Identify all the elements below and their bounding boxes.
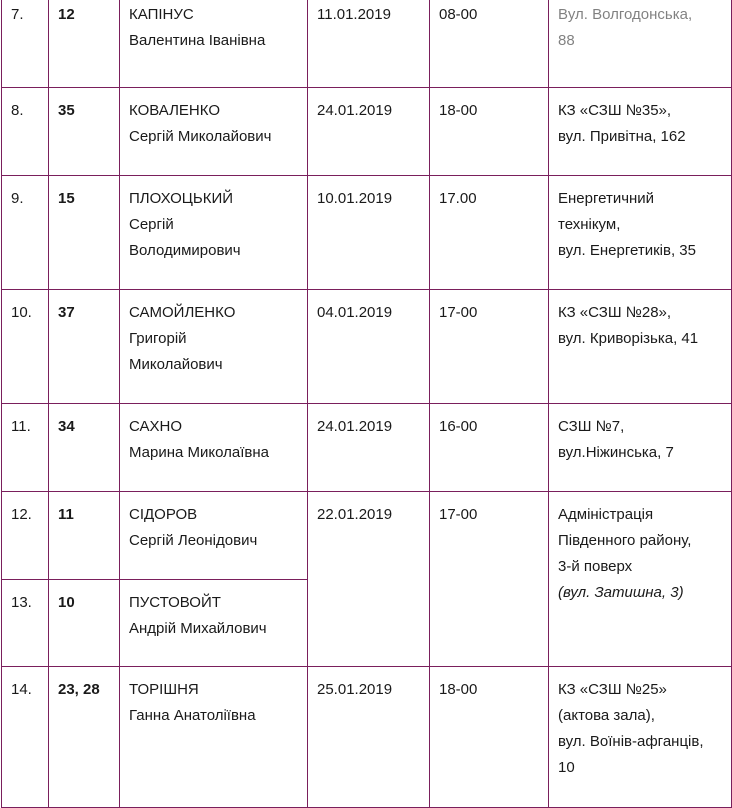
district-number: 23, 28 <box>58 680 100 698</box>
row-number-cell <box>2 175 49 289</box>
place-line: Енергетичний <box>558 189 655 207</box>
place-cell <box>549 491 732 666</box>
district-number: 10 <box>58 593 75 611</box>
row-number: 14. <box>11 680 32 698</box>
row-number: 8. <box>11 101 24 119</box>
row-number-cell <box>2 666 49 807</box>
district-cell <box>49 175 120 289</box>
table-row <box>2 403 732 491</box>
place-line: вул. Воїнів-афганців, <box>558 732 704 750</box>
reception-date: 11.01.2019 <box>317 6 391 23</box>
row-number: 9. <box>11 189 24 207</box>
district-number: 37 <box>58 303 75 321</box>
deputy-surname: КОВАЛЕНКО <box>129 101 220 119</box>
date-cell <box>308 491 430 666</box>
place-cell <box>549 175 732 289</box>
reception-schedule-table <box>1 0 732 808</box>
reception-time: 17-00 <box>439 505 478 523</box>
row-number-cell <box>2 491 49 579</box>
reception-time: 17.00 <box>439 189 477 207</box>
reception-time: 18-00 <box>439 680 478 698</box>
date-cell <box>308 666 430 807</box>
deputy-given-name: Сергій Миколайович <box>129 127 272 145</box>
place-line: вул. Енергетиків, 35 <box>558 241 696 259</box>
place-line: КЗ «СЗШ №25» <box>558 680 667 698</box>
deputy-given-name: Григорій <box>129 329 187 347</box>
table-row <box>2 289 732 403</box>
deputy-name-cell <box>120 666 308 807</box>
date-cell <box>308 403 430 491</box>
district-cell <box>49 491 120 579</box>
row-number-cell <box>2 579 49 666</box>
district-number: 35 <box>58 101 75 119</box>
date-cell <box>308 175 430 289</box>
deputy-name-cell <box>120 175 308 289</box>
place-cell <box>549 289 732 403</box>
district-cell <box>49 403 120 491</box>
place-line: Вул. Волгодонська, <box>558 6 693 23</box>
date-cell <box>308 289 430 403</box>
district-cell <box>49 579 120 666</box>
place-line: вул. Криворізька, 41 <box>558 329 699 347</box>
table-row <box>2 0 732 87</box>
date-cell <box>308 0 430 87</box>
row-number: 13. <box>11 593 32 611</box>
place-line: (актова зала), <box>558 706 655 724</box>
time-cell <box>430 491 549 666</box>
row-number: 7. <box>11 6 24 23</box>
place-note: (вул. Затишна, 3) <box>558 583 684 601</box>
time-cell <box>430 666 549 807</box>
time-cell <box>430 289 549 403</box>
place-line: 88 <box>558 32 575 49</box>
deputy-patronymic: Миколайович <box>129 355 223 373</box>
reception-time: 08-00 <box>439 6 478 23</box>
place-line: вул.Ніжинська, 7 <box>558 443 674 461</box>
deputy-name-cell <box>120 289 308 403</box>
place-cell <box>549 0 732 87</box>
deputy-name-cell <box>120 87 308 175</box>
place-cell <box>549 666 732 807</box>
row-number-cell <box>2 0 49 87</box>
reception-date: 04.01.2019 <box>317 303 393 321</box>
row-number-cell <box>2 289 49 403</box>
reception-date: 22.01.2019 <box>317 505 393 523</box>
district-number: 12 <box>58 6 75 23</box>
row-number: 12. <box>11 505 32 523</box>
reception-date: 25.01.2019 <box>317 680 393 698</box>
table-row <box>2 175 732 289</box>
date-cell <box>308 87 430 175</box>
reception-date: 24.01.2019 <box>317 101 393 119</box>
place-line: 3-й поверх <box>558 557 633 575</box>
place-cell <box>549 403 732 491</box>
deputy-given-name: Валентина Іванівна <box>129 32 266 49</box>
place-line: СЗШ №7, <box>558 417 625 435</box>
district-cell <box>49 0 120 87</box>
district-cell <box>49 87 120 175</box>
reception-time: 17-00 <box>439 303 478 321</box>
time-cell <box>430 87 549 175</box>
reception-time: 18-00 <box>439 101 478 119</box>
deputy-surname: КАПІНУС <box>129 6 194 23</box>
deputy-given-name: Сергій Леонідович <box>129 531 258 549</box>
time-cell <box>430 175 549 289</box>
table-row <box>2 666 732 807</box>
reception-date: 24.01.2019 <box>317 417 393 435</box>
deputy-given-name: Ганна Анатоліївна <box>129 706 256 724</box>
deputy-name-cell <box>120 403 308 491</box>
deputy-name-cell <box>120 0 308 87</box>
deputy-patronymic: Володимирович <box>129 241 241 259</box>
district-number: 15 <box>58 189 75 207</box>
deputy-given-name: Сергій <box>129 215 174 233</box>
deputy-name-cell <box>120 491 308 579</box>
deputy-given-name: Андрій Михайлович <box>129 619 267 637</box>
district-cell <box>49 666 120 807</box>
table-row <box>2 87 732 175</box>
table-row <box>2 491 732 579</box>
district-number: 34 <box>58 417 75 435</box>
place-line: КЗ «СЗШ №35», <box>558 101 672 119</box>
place-line: КЗ «СЗШ №28», <box>558 303 672 321</box>
row-number-cell <box>2 403 49 491</box>
place-line: Південного району, <box>558 531 692 549</box>
deputy-surname: САМОЙЛЕНКО <box>129 303 236 321</box>
time-cell <box>430 0 549 87</box>
deputy-surname: СІДОРОВ <box>129 505 198 523</box>
district-number: 11 <box>58 505 74 523</box>
place-line: технікум, <box>558 215 621 233</box>
reception-time: 16-00 <box>439 417 478 435</box>
reception-date: 10.01.2019 <box>317 189 393 207</box>
district-cell <box>49 289 120 403</box>
place-line: вул. Привітна, 162 <box>558 127 686 145</box>
place-line: Адміністрація <box>558 505 654 523</box>
deputy-surname: ПЛОХОЦЬКИЙ <box>129 189 234 207</box>
deputy-surname: САХНО <box>129 417 183 435</box>
row-number: 11. <box>11 417 31 435</box>
row-number-cell <box>2 87 49 175</box>
time-cell <box>430 403 549 491</box>
deputy-name-cell <box>120 579 308 666</box>
deputy-given-name: Марина Миколаївна <box>129 443 269 461</box>
row-number: 10. <box>11 303 32 321</box>
place-cell <box>549 87 732 175</box>
place-line: 10 <box>558 758 575 776</box>
deputy-surname: ПУСТОВОЙТ <box>129 593 221 611</box>
deputy-surname: ТОРІШНЯ <box>129 680 199 698</box>
